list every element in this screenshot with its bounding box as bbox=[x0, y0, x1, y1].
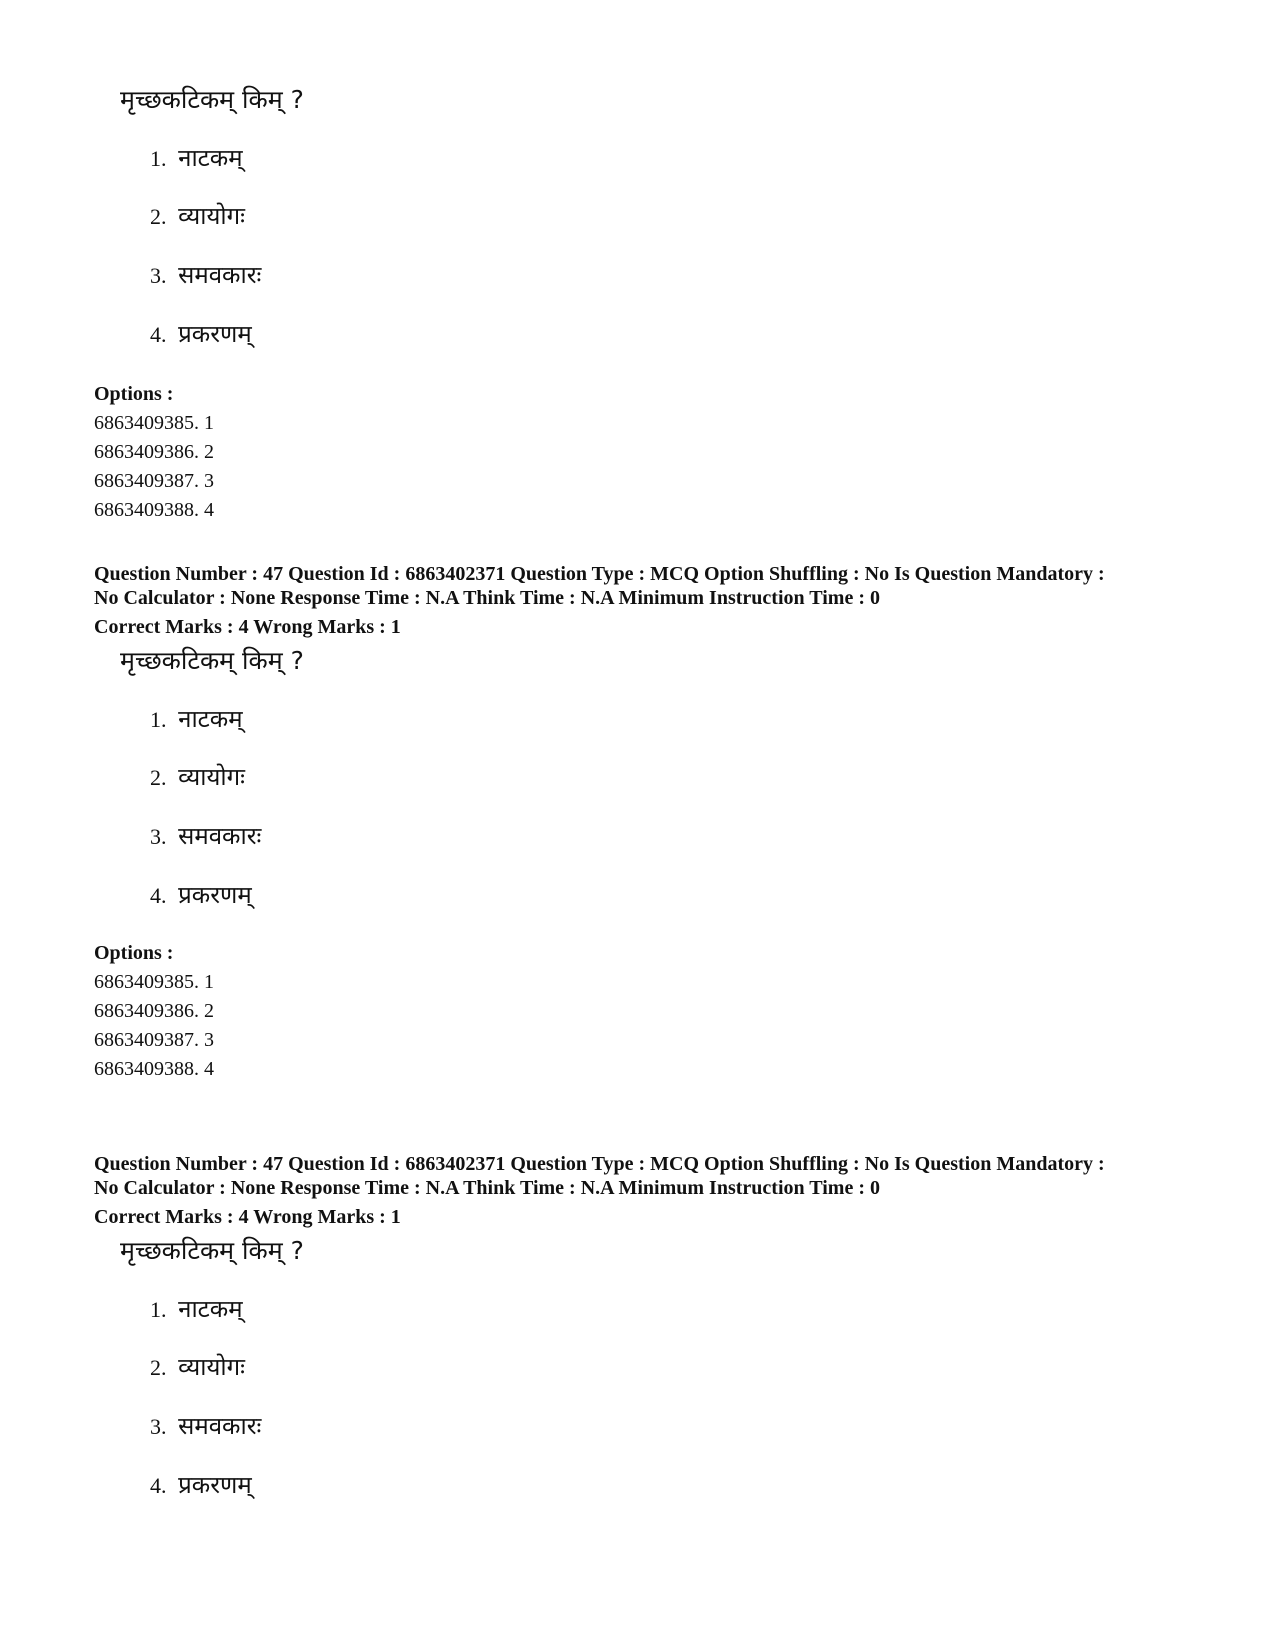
choice-item bbox=[150, 820, 261, 853]
choice-number: 4. bbox=[150, 1473, 167, 1498]
choice-text: समवकारः bbox=[178, 1412, 262, 1440]
options-heading: Options : bbox=[94, 383, 174, 405]
option-row: 6863409385. 1 bbox=[94, 412, 214, 434]
choice-number: 1. bbox=[150, 1297, 167, 1322]
option-row: 6863409388. 4 bbox=[94, 1058, 214, 1080]
choice-item bbox=[150, 1469, 252, 1502]
choice-number: 4. bbox=[150, 883, 167, 908]
choice-item bbox=[150, 1351, 245, 1384]
choice-text: व्यायोगः bbox=[178, 1353, 245, 1381]
choice-text: समवकारः bbox=[178, 822, 262, 850]
choice-number: 3. bbox=[150, 824, 167, 849]
question-block-2 bbox=[0, 562, 1275, 1084]
question-text: मृच्छकटिकम् किम् ? bbox=[120, 85, 304, 114]
option-row: 6863409387. 3 bbox=[94, 1029, 214, 1051]
question-block-3 bbox=[0, 1152, 1275, 1529]
question-text: मृच्छकटिकम् किम् ? bbox=[120, 1236, 304, 1265]
meta-line: Question Number : 47 Question Id : 6863402371 Question Type : MCQ Option Shuffling : No Is Question Mandatory : bbox=[94, 563, 1105, 585]
choice-number: 2. bbox=[150, 204, 167, 229]
choice-item bbox=[150, 879, 252, 912]
choice-text: व्यायोगः bbox=[178, 202, 245, 230]
option-row: 6863409386. 2 bbox=[94, 1000, 214, 1022]
choice-item bbox=[150, 142, 243, 175]
options-list bbox=[94, 380, 1275, 525]
choice-number: 1. bbox=[150, 707, 167, 732]
choice-text: व्यायोगः bbox=[178, 763, 245, 791]
question-content bbox=[0, 78, 1275, 380]
question-content bbox=[0, 639, 1275, 939]
choice-text: प्रकरणम् bbox=[178, 881, 252, 909]
question-text: मृच्छकटिकम् किम् ? bbox=[120, 646, 304, 675]
choice-text: नाटकम् bbox=[178, 144, 243, 172]
choice-number: 3. bbox=[150, 1414, 167, 1439]
choice-item bbox=[150, 259, 261, 292]
option-row: 6863409386. 2 bbox=[94, 441, 214, 463]
meta-line: No Calculator : None Response Time : N.A Think Time : N.A Minimum Instruction Time : 0 bbox=[94, 587, 880, 609]
choice-number: 4. bbox=[150, 322, 167, 347]
options-list bbox=[94, 939, 1275, 1084]
meta-line: Question Number : 47 Question Id : 6863402371 Question Type : MCQ Option Shuffling : No Is Question Mandatory : bbox=[94, 1153, 1105, 1175]
choice-item bbox=[150, 200, 245, 233]
choice-number: 3. bbox=[150, 263, 167, 288]
choice-text: प्रकरणम् bbox=[178, 320, 252, 348]
question-meta bbox=[94, 562, 1214, 610]
choice-text: प्रकरणम् bbox=[178, 1471, 252, 1499]
choice-number: 1. bbox=[150, 146, 167, 171]
question-block-1 bbox=[0, 78, 1275, 525]
choice-text: नाटकम् bbox=[178, 1295, 243, 1323]
choice-item bbox=[150, 1293, 243, 1326]
choice-item bbox=[150, 703, 243, 736]
question-meta bbox=[94, 1152, 1214, 1200]
choice-number: 2. bbox=[150, 765, 167, 790]
marks-line: Correct Marks : 4 Wrong Marks : 1 bbox=[94, 616, 401, 638]
choice-item bbox=[150, 1410, 261, 1443]
choice-item bbox=[150, 318, 252, 351]
choice-item bbox=[150, 761, 245, 794]
option-row: 6863409387. 3 bbox=[94, 470, 214, 492]
choice-text: समवकारः bbox=[178, 261, 262, 289]
question-content bbox=[0, 1229, 1275, 1529]
option-row: 6863409385. 1 bbox=[94, 971, 214, 993]
option-row: 6863409388. 4 bbox=[94, 499, 214, 521]
choice-number: 2. bbox=[150, 1355, 167, 1380]
marks-line: Correct Marks : 4 Wrong Marks : 1 bbox=[94, 1206, 401, 1228]
choice-text: नाटकम् bbox=[178, 705, 243, 733]
options-heading: Options : bbox=[94, 942, 174, 964]
meta-line: No Calculator : None Response Time : N.A Think Time : N.A Minimum Instruction Time : 0 bbox=[94, 1177, 880, 1199]
